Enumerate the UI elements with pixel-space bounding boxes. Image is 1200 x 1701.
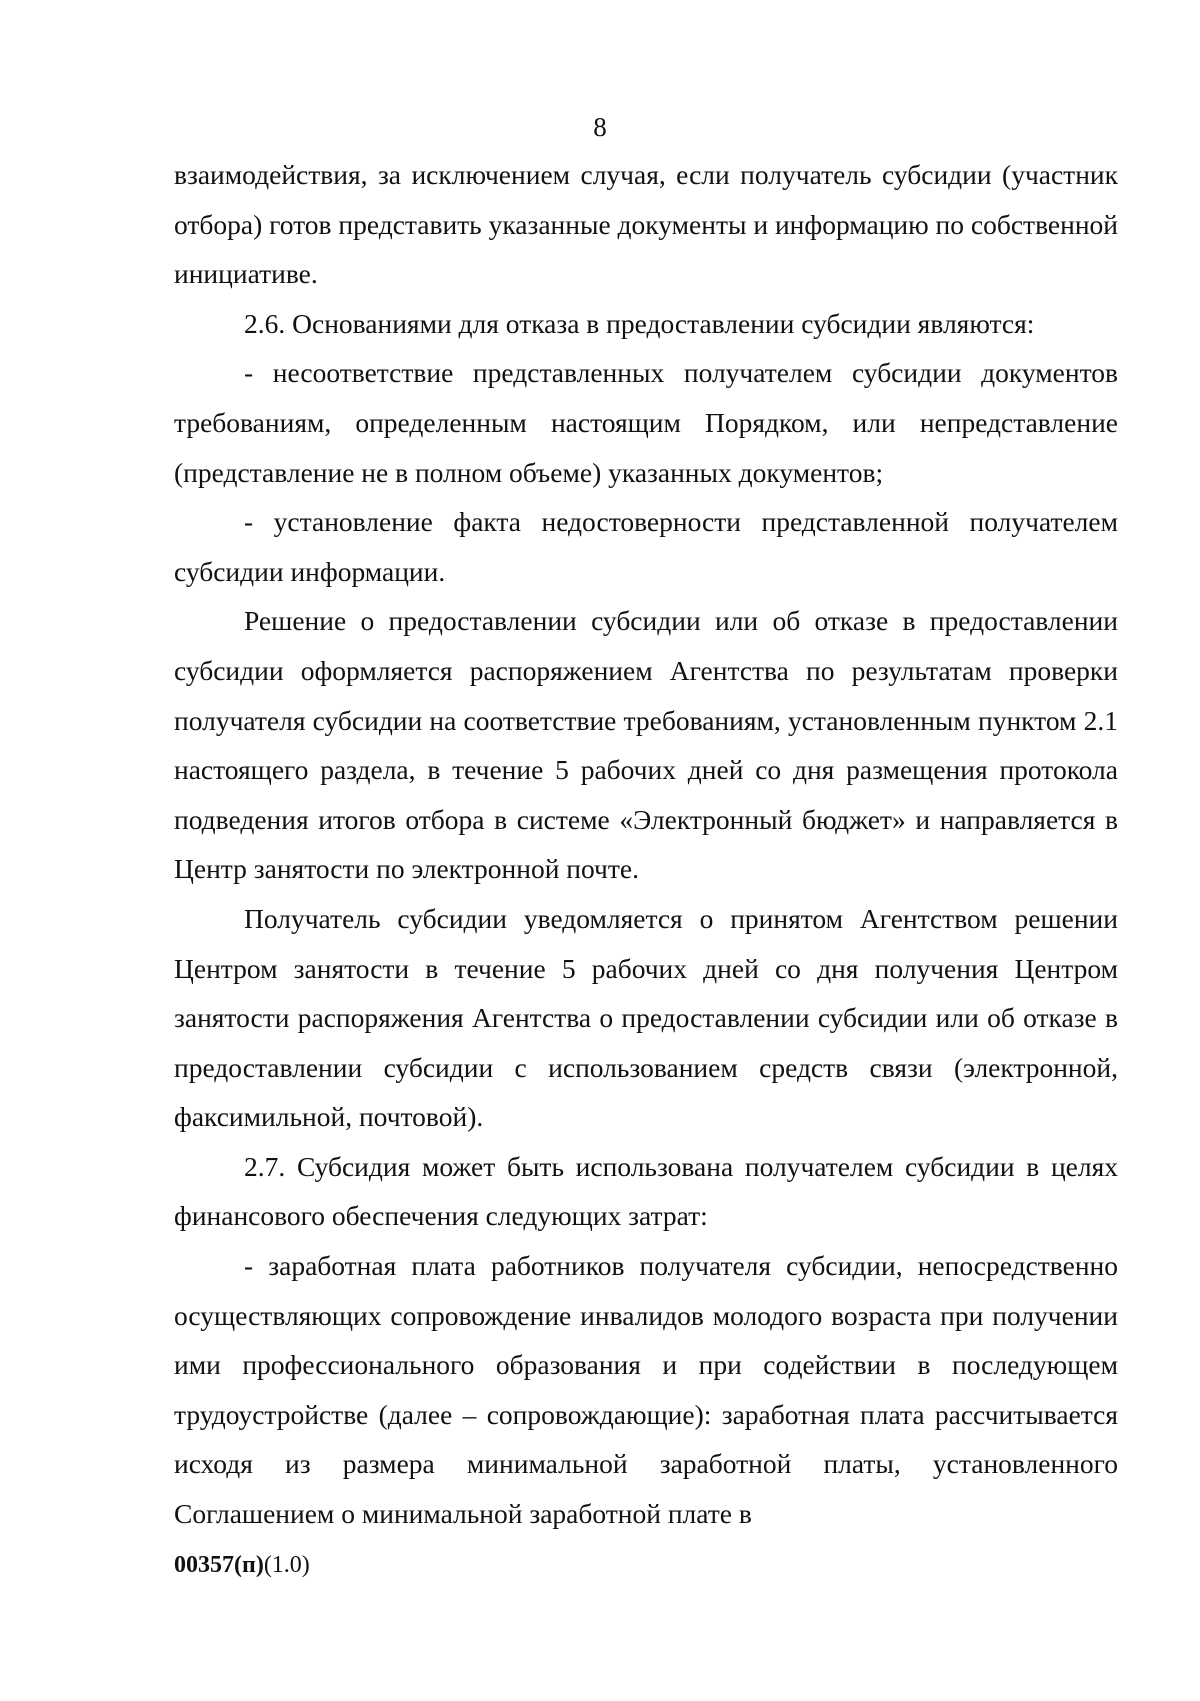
document-code-number: 00357(п) bbox=[174, 1552, 264, 1578]
document-code bbox=[174, 1552, 310, 1579]
paragraph: - установление факта недостоверности представленной получателем субсидии информации. bbox=[174, 506, 1118, 587]
paragraph: - заработная плата работников получателя субсидии, непосредственно осуществляющих сопровождение инвалидов молодого возраста при получении ими профессионального образования и при содействии в последующем трудоустройстве (далее – сопровождающие): заработная плата рассчитывается исходя из размера минимальной заработной платы, установленного Соглашением о минимальной заработной плате в bbox=[174, 1250, 1118, 1530]
paragraph: - несоответствие представленных получателем субсидии документов требованиям, определенным настоящим Порядком, или непредставление (представление не в полном объеме) указанных документов; bbox=[174, 357, 1118, 488]
paragraph: Решение о предоставлении субсидии или об отказе в предоставлении субсидии оформляется распоряжением Агентства по результатам проверки получателя субсидии на соответствие требованиям, установленным пунктом 2.1 настоящего раздела, в течение 5 рабочих дней со дня размещения протокола подведения итогов отбора в системе «Электронный бюджет» и направляется в Центр занятости по электронной почте. bbox=[174, 605, 1118, 885]
paragraph: взаимодействия, за исключением случая, если получатель субсидии (участник отбора) готов представить указанные документы и информацию по собственной инициативе. bbox=[174, 159, 1118, 290]
paragraph: 2.7. Субсидия может быть использована получателем субсидии в целях финансового обеспечения следующих затрат: bbox=[174, 1150, 1118, 1232]
page-number: 8 bbox=[593, 112, 607, 142]
paragraph: 2.6. Основаниями для отказа в предоставлении субсидии являются: bbox=[244, 307, 1035, 339]
paragraph: Получатель субсидии уведомляется о принятом Агентством решении Центром занятости в течение 5 рабочих дней со дня получения Центром занятости распоряжения Агентства о предоставлении субсидии или об отказе в предоставлении субсидии с использованием средств связи (электронной, факсимильной, почтовой). bbox=[174, 902, 1118, 1133]
document-code-version: (1.0) bbox=[263, 1552, 310, 1578]
document-body bbox=[174, 150, 1118, 1539]
